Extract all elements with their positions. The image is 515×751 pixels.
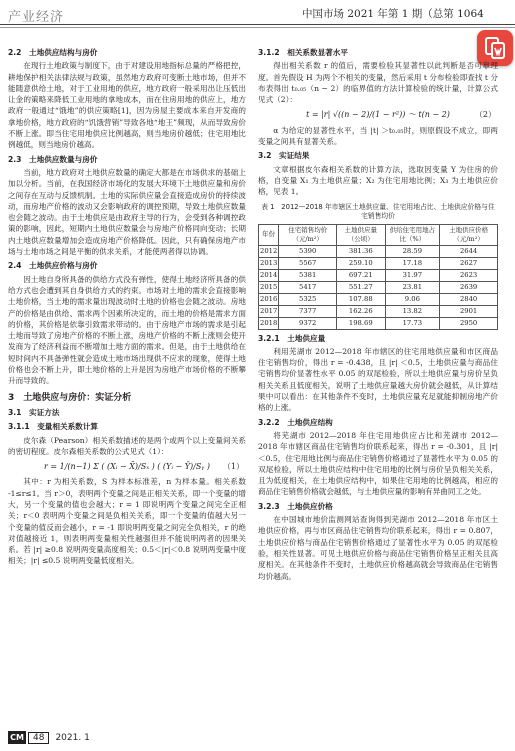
table-cell: 2015 (259, 281, 279, 293)
table-cell: 2018 (259, 317, 279, 329)
paragraph-2-3: 当前，地方政府对土地供应数量的确定大都是在市场供求的基础上加以分析。当前，在我国经济市场化的发展大环境下土地供应量和房价之间存在互动与反馈机制。土地的实际供应量会直接造成房价的持续波动，而房地产价格的波动又会影响政府的调控预期，导致土地供应数量也会随之波动。由于土地供应是由政府主导的行为，会受到各种调控政策的影响，因此，短期内土地供应数量会与房地产价格同向变动；长期内土地供应数量增加会造成房地产价格降低。因此，只有确保房地产市场与土地市场之间是平衡的供求关系，才能使两者得以协调。 (8, 167, 246, 257)
table-header-cell: 土地供应价格（元/m²） (440, 224, 498, 245)
table-cell: 31.97 (385, 269, 440, 281)
table-cell: 2901 (440, 305, 498, 317)
table-cell: 381.36 (337, 245, 385, 257)
heading-3-2-1: 3.2.1 土地供应量 (258, 333, 326, 343)
table-header-row (259, 224, 498, 245)
heading-3-1: 3.1 实证方法 (8, 407, 60, 417)
table-cell: 28.59 (385, 245, 440, 257)
paragraph-3-1-2: 得出相关系数 r 的值后，需要检验其显著性以此判断是否可靠理度。首先假设 H 为两个不相关的变量，然后采用 t 分布检验即查找 t 分布表得出 t₀.₀₅（n − 2）的临界值的方法计算检验的统计量，计算公式见式（2）： (258, 61, 498, 105)
formula-1-number: （1） (222, 462, 244, 472)
table-cell: 2950 (440, 317, 498, 329)
table-cell: 2644 (440, 245, 498, 257)
table-cell: 17.18 (385, 257, 440, 269)
header-divider-thin (0, 27, 515, 28)
table-cell: 5390 (279, 245, 337, 257)
page-number: 48 (28, 732, 49, 744)
heading-3-2-2: 3.2.2 土地供应结构 (258, 417, 333, 427)
table-cell: 2017 (259, 305, 279, 317)
table-cell: 697.21 (337, 269, 385, 281)
table-cell: 5325 (279, 293, 337, 305)
table-cell: 2840 (440, 293, 498, 305)
table-row (259, 245, 498, 257)
table-header-cell: 住宅销售均价（元/m²） (279, 224, 337, 245)
table-cell: 2014 (259, 269, 279, 281)
right-column (258, 44, 498, 582)
journal-info: 中国市场 2021 年第 1 期（总第 1064 (302, 8, 484, 20)
table-row (259, 317, 498, 329)
table-cell: 5381 (279, 269, 337, 281)
table-title: 表 1 2012—2018 年市辖区土地供应量、住宅用地占比、土地供应价格与住宅销售均价 (261, 202, 495, 220)
paragraph-3-1-1: 皮尔森（Pearson）相关系数描述的是两个或两个以上变量间关系的密切程度。皮尔森相关系数的公式见式（1）： (8, 435, 246, 456)
formula-1 (8, 461, 246, 472)
heading-2-4: 2.4 土地供应价格与房价 (8, 261, 98, 271)
left-column (8, 44, 246, 567)
table-row (259, 305, 498, 317)
heading-3-1-1: 3.1.1 变量相关系数计算 (8, 422, 98, 432)
paragraph-3-2-3: 在中国城市地价监测网站查询得到芜湖市 2012—2018 年市区土地供应价格，再与市区商品住宅销售均价联系起来，得出 r = 0.807，土地供应价格与商品住宅销售价格通过了显著性水平为 0.05 的双尾检验，相关性显著。可见土地供应价格与商品住宅销售价格呈正相关且高度相关。在其他条件不变时，土地供应价格越高就会导致商品住宅销售均价越高。 (258, 515, 498, 581)
journal-logo: CM (8, 731, 26, 744)
table-cell: 259.10 (337, 257, 385, 269)
table-cell: 23.81 (385, 281, 440, 293)
paragraph-3-1-1-b: 其中：r 为相关系数，S 为样本标准差，n 为样本量。相关系数 -1≤r≤1。当 r＞0，表明两个变量之间是正相关关系，即一个变量的增大，另一个变量的值也会越大；r = 1 即说明两个变量之间完全正相关；r＜0 表明两个变量之间是负相关关系，即一个变量的值越大另一个变量的值反而会越小，r = -1 即说明两变量之间完全负相关，r 的绝对值越接近 1，则表明两变量相关性越强但并不能说明两者的因果关系。若 |r| ≥0.8 说明两变量高度相关；0.5＜|r|＜0.8 说明两变量中度相关；|r| ≤0.5 说明两变量低度相关。 (8, 477, 246, 566)
issue-date: 2021. 1 (55, 732, 90, 743)
header-divider (0, 24, 515, 25)
paragraph-3-2: 文章根据皮尔森相关系数的计算方法，选取因变量 Y 为住房的价格，自变量 X₁ 为土地供应量；X₂ 为住宅用地比例；X₃ 为土地供应价格，见表 1。 (258, 164, 498, 197)
paragraph-2-2: 在现行土地政策与制度下，由于对建设用地指标总量的严格把控，耕地保护相关法律法规与政策，虽然地方政府可变断土地市场，但并不能随意供给土地，对于工业用地的供应，地方政府一般采用出让压低出让金的策略来降低工业用地的拿地成本，而在住房用地的供应上，地方政府一般通过“饿地”的供应策略[1]，因为房屋主要成本来自开发商的拿地价格，地方政府的“饥饿营销”导致各地“地王”频现，从而导致房价不断上涨。即当住宅用地供应比例越高，则当地房价越低；住宅用地比例越低，则当地房价越高。 (8, 61, 246, 150)
table-cell: 2012 (259, 245, 279, 257)
data-table (258, 224, 498, 330)
table-row (259, 257, 498, 269)
table-cell: 2627 (440, 257, 498, 269)
paragraph-2-4: 因土地自身所具备的供给方式没有弹性，使得土地经济所具备的供给方式也会遭到其自身供给方式的约束。市场对土地的需求会直接影响土地价格，当土地的需求量出现波动时土地的价格也会随之波动。房地产的价格是由供给、需求两个因素所决定的，而土地的价格是需求方面的价格，其价格是依靠引致需求带动的。由于房地产市场的需求是引起土地而导致了房地产价格的不断上涨，房地产价格的不断上涨则会使开发商为了经济利益而不断增加土地方面的需求。但是，由于土地供给在短时间内不具备弹性就会造成土地市场出现供不应求的现象，使得土地价格也会不断上升，即土地价格的上升是因为房地产市场价格的不断攀升而导致的。 (8, 274, 246, 386)
formula-2 (258, 109, 498, 120)
table-row (259, 281, 498, 293)
section-title: 产业经济 (8, 10, 65, 25)
table-cell: 2639 (440, 281, 498, 293)
table-cell: 2623 (440, 269, 498, 281)
heading-3: 3 土地供应与房价：实证分析 (8, 392, 132, 403)
heading-3-2: 3.2 实证结果 (258, 151, 310, 161)
table-cell: 198.69 (337, 317, 385, 329)
table-header-cell: 供给住宅用地占比（%） (385, 224, 440, 245)
heading-2-3: 2.3 土地供应数量与房价 (8, 154, 98, 164)
table-cell: 7377 (279, 305, 337, 317)
table-row (259, 269, 498, 281)
page-footer (8, 731, 90, 744)
table-header-cell: 土地供应量（公顷） (337, 224, 385, 245)
table-cell: 5417 (279, 281, 337, 293)
heading-3-2-3: 3.2.3 土地供应价格 (258, 501, 333, 511)
table-header-cell: 年份 (259, 224, 279, 245)
table-cell: 2016 (259, 293, 279, 305)
table-cell: 9372 (279, 317, 337, 329)
heading-3-1-2: 3.1.2 相关系数显著水平 (258, 48, 348, 57)
formula-2-expression: t = |r| √((n − 2)/(1 − r²)) ～ t(n − 2) (306, 110, 450, 120)
table-cell: 13.82 (385, 305, 440, 317)
paragraph-3-2-1: 利用芜湖市 2012—2018 年市辖区的住宅用地供应量和市区商品住宅销售均价，得出 r = -0.438，且 |r| ＜0.5，土地供应量与商品住宅销售均价显著性水平 0.05 的双尾检验，所以土地供应量与房价呈负相关关系且低度相关，说明了土地供应量越大房价就会越低，从计算结果中可以看出：在其他条件不变时，土地供应量充足就能抑制房地产价格的上涨。 (258, 346, 498, 413)
table-cell: 107.88 (337, 293, 385, 305)
table-row (259, 293, 498, 305)
table-cell: 17.73 (385, 317, 440, 329)
formula-1-expression: r = 1/(n−1) Σ ( (Xᵢ − X̄)/Sₓ ) ( (Yᵢ − Ȳ)/Sᵧ ) (44, 462, 210, 472)
formula-2-number: （2） (474, 110, 496, 120)
heading-2-2: 2.2 土地供应结构与房价 (8, 48, 98, 57)
table-cell: 551.27 (337, 281, 385, 293)
paragraph-3-1-2-b: α 为给定的显著性水平，当 |t| ＞t₀.₀₅时，则原假设不成立，即两变量之间具有显著关系。 (258, 125, 498, 147)
table-cell: 2013 (259, 257, 279, 269)
table-cell: 162.26 (337, 305, 385, 317)
table-cell: 9.06 (385, 293, 440, 305)
table-cell: 5567 (279, 257, 337, 269)
paragraph-3-2-2: 将芜湖市 2012—2018 年住宅用地供应占比和芜湖市 2012—2018 年市辖区商品住宅销售均价联系起来，得出 r = -0.301，且 |r| ＜0.5，住宅用地比例与商品住宅销售价格通过了显著性水平为 0.05 的双尾检验，所以土地供应结构中住宅用地的比例与房价呈负相关关系，且为低度相关，在土地供应结构中，如果住宅用地的比例越高，相应的商品住宅销售价格就会越低，与土地供应量的影响有异曲同工之处。 (258, 430, 498, 497)
